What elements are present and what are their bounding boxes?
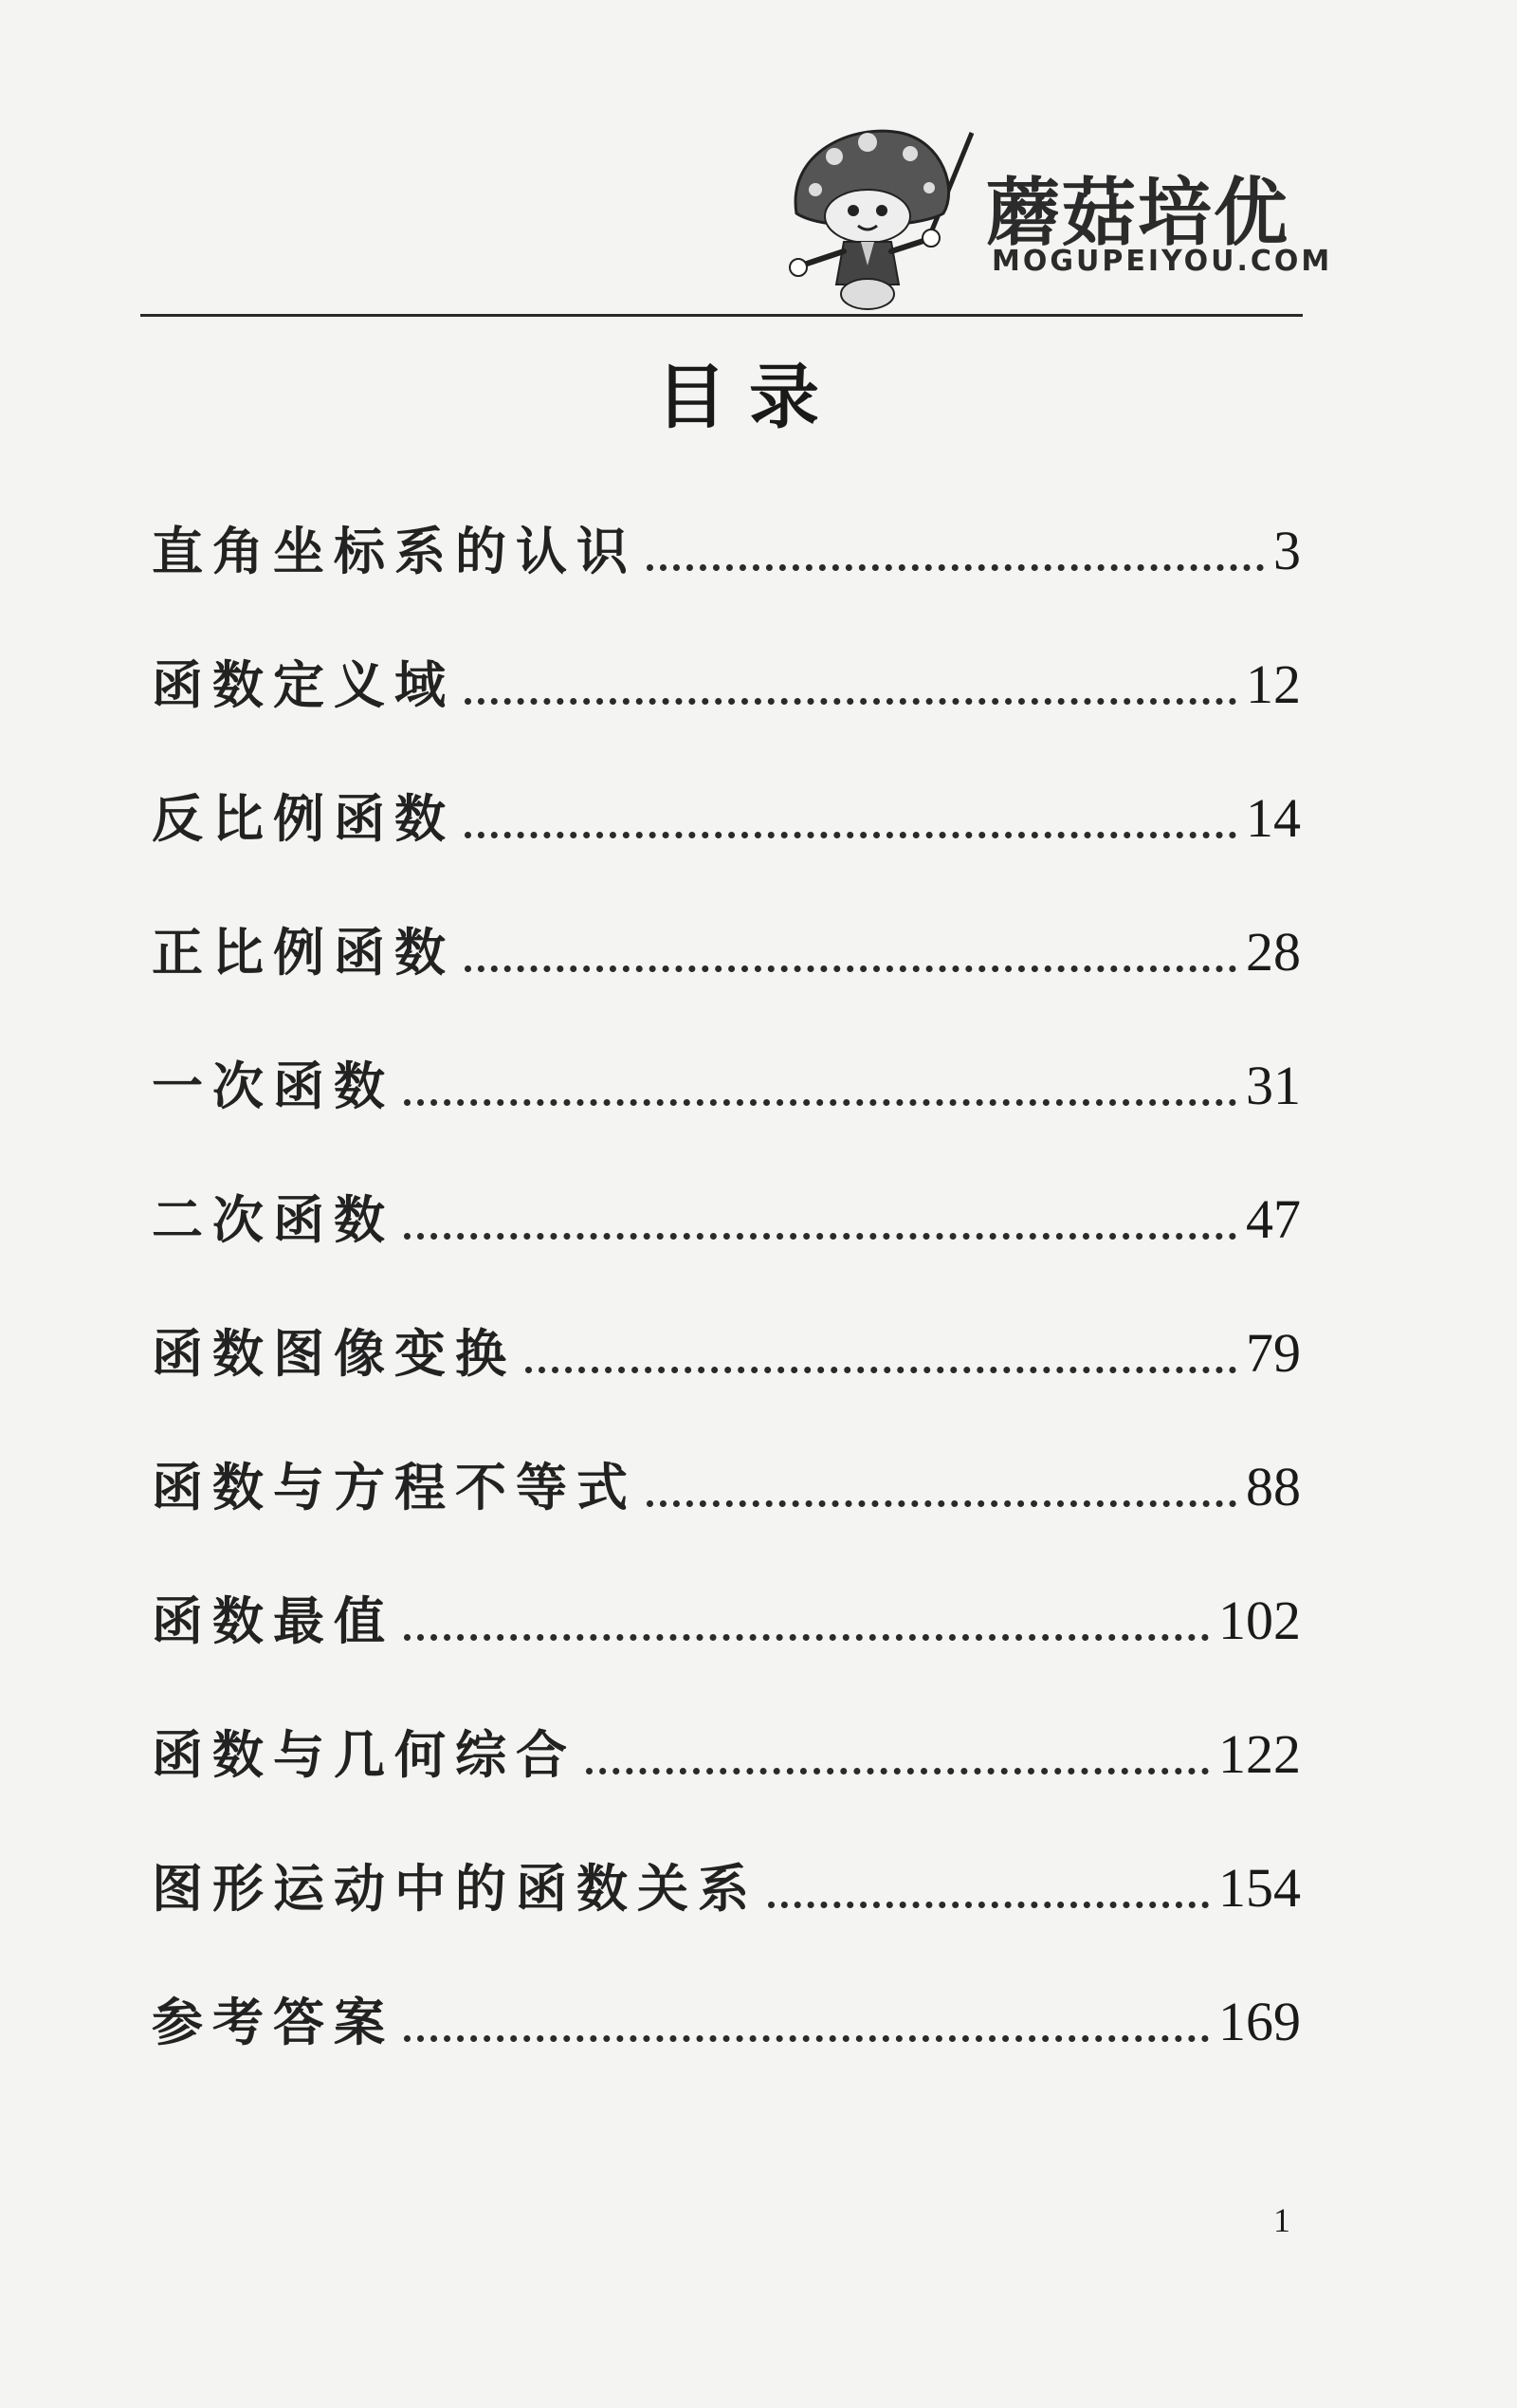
toc-entry [152,1991,1301,2124]
toc-entry [152,1055,1301,1188]
toc-entry-title: 反比例函数 [152,788,455,849]
brand-name-chinese: 蘑菇培优 [986,171,1290,256]
toc-entry-title: 函数图像变换 [152,1323,516,1384]
dot-leader [404,1590,1209,1641]
toc-entry [152,1857,1301,1991]
toc-entry-page: 47 [1246,1188,1301,1250]
dot-leader [404,1055,1236,1106]
dot-leader [647,520,1264,571]
toc-entry-page: 28 [1246,921,1301,983]
dot-leader [465,921,1236,972]
toc-entry-page: 154 [1218,1857,1301,1919]
toc-entry [152,787,1301,921]
toc-entry-title: 正比例函数 [152,922,455,983]
dot-leader [525,1322,1236,1373]
dot-leader [404,1188,1236,1240]
toc-entry-title: 直角坐标系的认识 [152,521,637,581]
toc-entry-page: 14 [1246,787,1301,849]
toc-entry-page: 122 [1218,1723,1301,1785]
dot-leader [465,653,1236,705]
toc-entry-page: 31 [1246,1055,1301,1116]
mushroom-mascot-icon [777,114,986,313]
toc-entry [152,1322,1301,1456]
toc-entry [152,1188,1301,1322]
toc-entry [152,921,1301,1055]
toc-entry-title: 图形运动中的函数关系 [152,1858,758,1919]
toc-entry-title: 函数定义域 [152,654,455,715]
header-divider [140,314,1303,317]
dot-leader [647,1456,1236,1507]
dot-leader [465,787,1236,838]
toc-entry-page: 3 [1273,520,1301,581]
dot-leader [586,1723,1209,1774]
toc-entry-page: 12 [1246,653,1301,715]
toc-entry-title: 参考答案 [152,1992,394,2052]
toc-entry-page: 102 [1218,1590,1301,1651]
toc-entry-title: 函数最值 [152,1590,394,1651]
brand-logo [777,114,1333,313]
toc-entry [152,1723,1301,1857]
toc-entry-title: 函数与几何综合 [152,1724,576,1785]
table-of-contents [152,520,1301,2124]
toc-entry-title: 一次函数 [152,1056,394,1116]
toc-entry [152,653,1301,787]
dot-leader [404,1991,1209,2042]
page-number: 1 [1273,2201,1290,2239]
toc-entry [152,1456,1301,1590]
brand-name-english: MOGUPEIYOU.COM [992,245,1333,278]
toc-entry-title: 二次函数 [152,1189,394,1250]
dot-leader [768,1857,1209,1908]
toc-entry-title: 函数与方程不等式 [152,1457,637,1517]
toc-entry-page: 88 [1246,1456,1301,1517]
toc-entry-page: 79 [1246,1322,1301,1384]
page-title: 目录 [656,357,842,438]
toc-entry [152,1590,1301,1723]
toc-entry [152,520,1301,653]
toc-entry-page: 169 [1218,1991,1301,2052]
